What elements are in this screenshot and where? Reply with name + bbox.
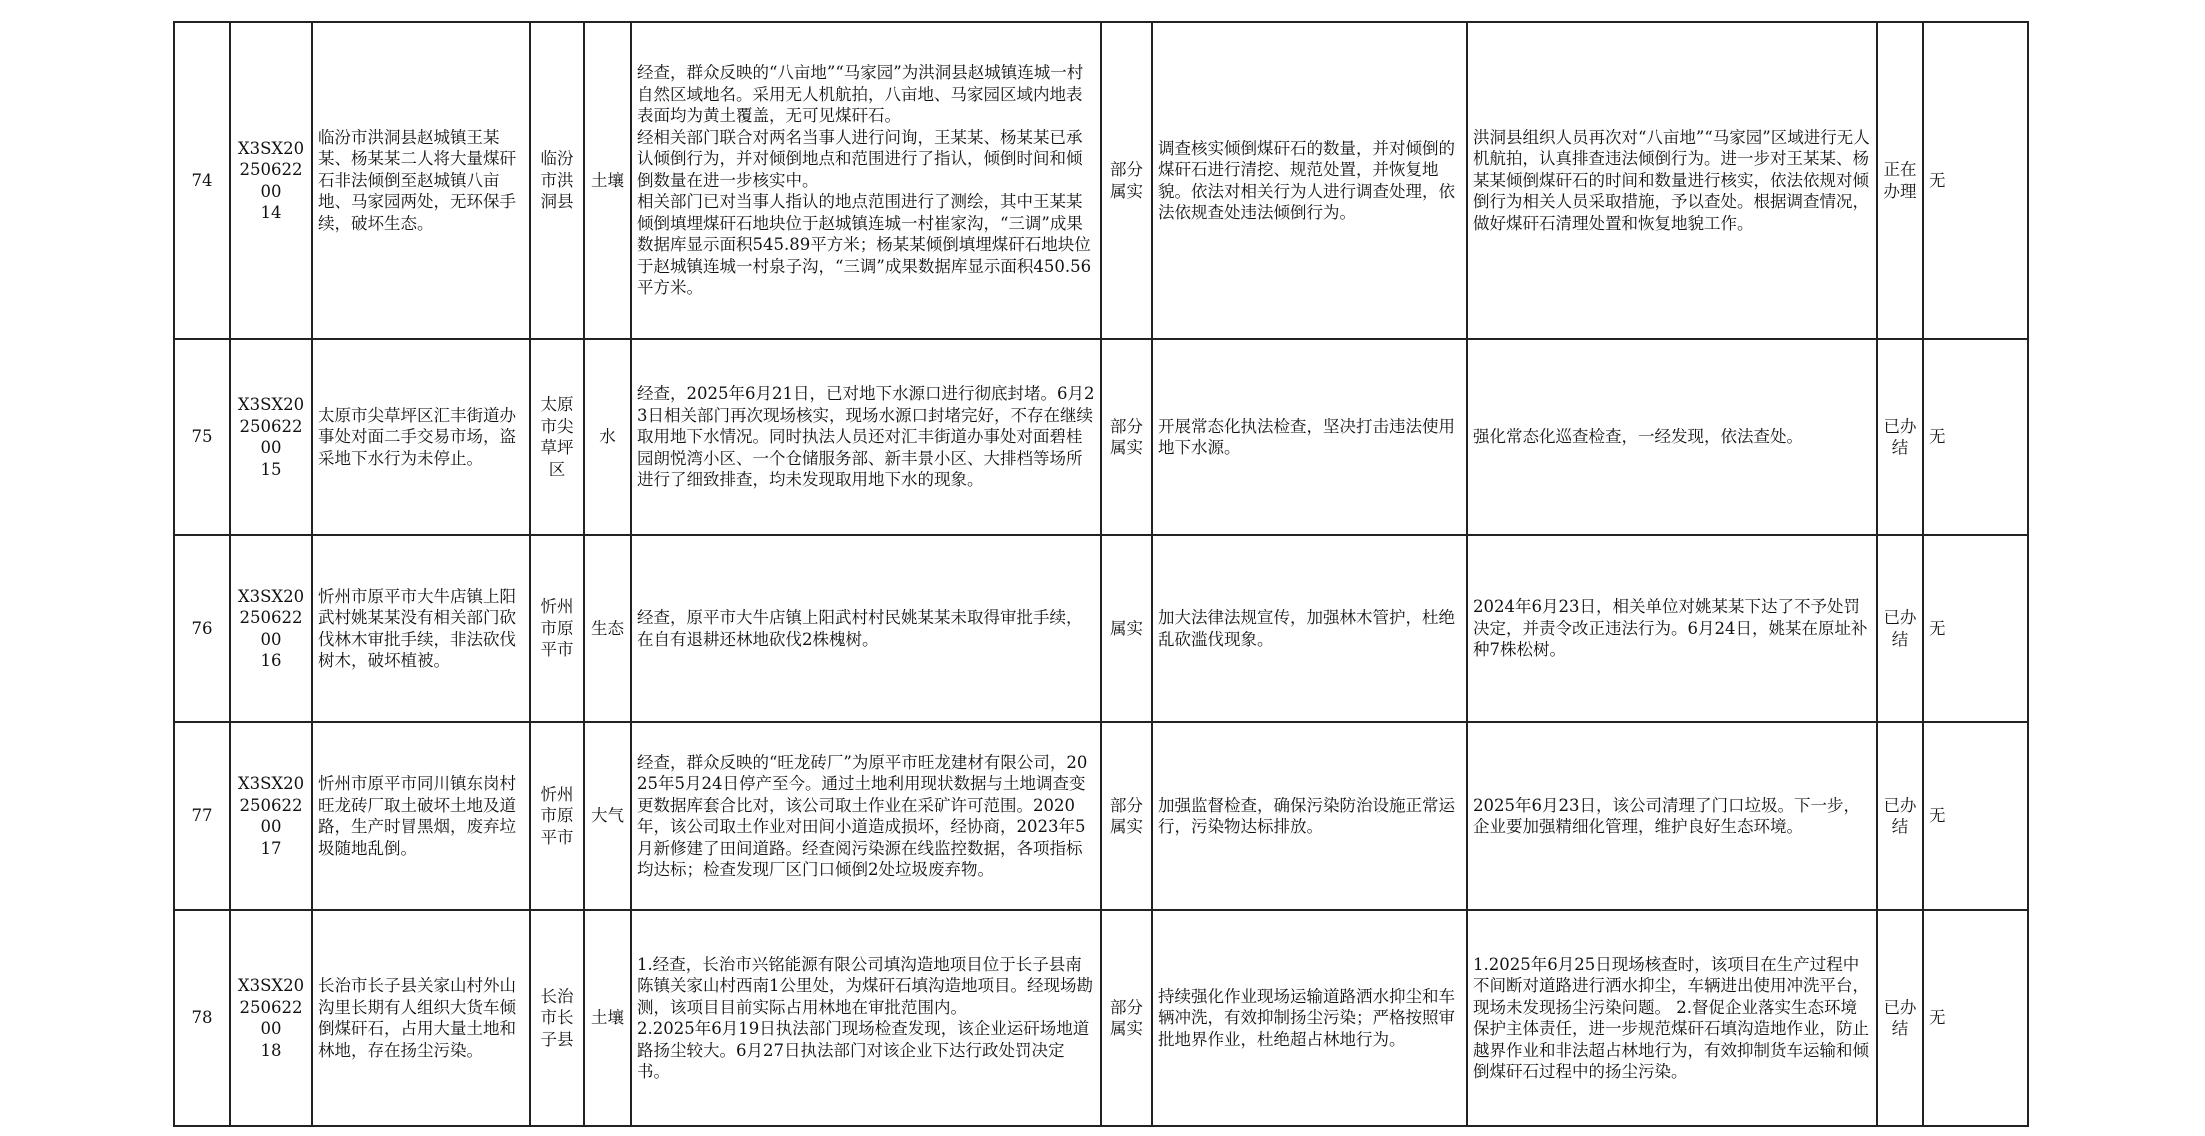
investigation-findings: 1.经查，长治市兴铭能源有限公司填沟造地项目位于长子县南陈镇关家山村西南1公里处，为煤矸石填沟造地项目。经现场勘测，该项目目前实际占用林地在审批范围内。 2.2025年6月19日执法部门现场检查发现，该企业运矸场地道路扬尘较大。6月27日执法部门对该企业下达行政处罚决定书。 [631,910,1101,1126]
pollution-type: 土壤 [584,22,631,339]
administrative-area: 忻州市原平市 [530,722,584,910]
complaint-table [173,21,2029,1127]
pollution-type: 水 [584,339,631,535]
row-number: 78 [174,910,230,1126]
accountability: 无 [1923,22,2028,339]
case-code: X3SX2025062200 18 [230,910,312,1126]
table-row [174,722,2028,910]
pollution-type: 土壤 [584,910,631,1126]
pollution-type: 大气 [584,722,631,910]
rectification-progress: 1.2025年6月25日现场核查时，该项目在生产过程中不间断对道路进行洒水抑尘，车辆进出使用冲洗平台，现场未发现扬尘污染问题。 2.督促企业落实生态环境保护主体责任，进一步规范煤矸石填沟造地作业，防止越界作业和非法超占林地行为，有效抑制货车运输和倾倒煤矸石过程中的扬尘污染。 [1467,910,1877,1126]
table-row [174,22,2028,339]
investigation-findings: 经查，群众反映的“旺龙砖厂”为原平市旺龙建材有限公司，2025年5月24日停产至今。通过土地利用现状数据与土地调查变更数据库套合比对，该公司取土作业在采矿许可范围。2020年，该公司取土作业对田间小道造成损坏，经协商，2023年5月新修建了田间道路。经查阅污染源在线监控数据，各项指标均达标；检查发现厂区门口倾倒2处垃圾废弃物。 [631,722,1101,910]
verification-result: 部分属实 [1101,22,1152,339]
handling-measures: 加强监督检查，确保污染防治设施正常运行，污染物达标排放。 [1152,722,1467,910]
handling-measures: 开展常态化执法检查，坚决打击违法使用地下水源。 [1152,339,1467,535]
accountability: 无 [1923,910,2028,1126]
case-status: 已办结 [1877,722,1923,910]
verification-result: 部分属实 [1101,722,1152,910]
case-code: X3SX2025062200 16 [230,535,312,722]
investigation-findings: 经查，2025年6月21日，已对地下水源口进行彻底封堵。6月23日相关部门再次现场核实，现场水源口封堵完好，不存在继续取用地下水情况。同时执法人员还对汇丰街道办事处对面碧桂园朗悦湾小区、一个仓储服务部、新丰景小区、大排档等场所进行了细致排查，均未发现取用地下水的现象。 [631,339,1101,535]
handling-measures: 加大法律法规宣传，加强林木管护，杜绝乱砍滥伐现象。 [1152,535,1467,722]
table-row [174,535,2028,722]
case-code: X3SX2025062200 15 [230,339,312,535]
administrative-area: 忻州市原平市 [530,535,584,722]
administrative-area: 长治市长子县 [530,910,584,1126]
verification-result: 部分属实 [1101,339,1152,535]
verification-result: 部分属实 [1101,910,1152,1126]
row-number: 77 [174,722,230,910]
verification-result: 属实 [1101,535,1152,722]
accountability: 无 [1923,535,2028,722]
case-status: 正在办理 [1877,22,1923,339]
issue-description: 忻州市原平市大牛店镇上阳武村姚某某没有相关部门砍伐林木审批手续，非法砍伐树木，破坏植被。 [312,535,530,722]
row-number: 75 [174,339,230,535]
handling-measures: 持续强化作业现场运输道路洒水抑尘和车辆冲洗，有效抑制扬尘污染；严格按照审批地界作业，杜绝超占林地行为。 [1152,910,1467,1126]
issue-description: 长治市长子县关家山村外山沟里长期有人组织大货车倾倒煤矸石，占用大量土地和林地，存在扬尘污染。 [312,910,530,1126]
issue-description: 太原市尖草坪区汇丰街道办事处对面二手交易市场，盗采地下水行为未停止。 [312,339,530,535]
rectification-progress: 强化常态化巡查检查，一经发现，依法查处。 [1467,339,1877,535]
case-code: X3SX2025062200 14 [230,22,312,339]
issue-description: 忻州市原平市同川镇东岗村旺龙砖厂取土破坏土地及道路，生产时冒黑烟，废弃垃圾随地乱倒。 [312,722,530,910]
case-status: 已办结 [1877,910,1923,1126]
case-code: X3SX2025062200 17 [230,722,312,910]
investigation-findings: 经查，原平市大牛店镇上阳武村村民姚某某未取得审批手续，在自有退耕还林地砍伐2株槐树。 [631,535,1101,722]
case-status: 已办结 [1877,535,1923,722]
rectification-progress: 2025年6月23日，该公司清理了门口垃圾。下一步，企业要加强精细化管理，维护良好生态环境。 [1467,722,1877,910]
rectification-progress: 2024年6月23日，相关单位对姚某某下达了不予处罚决定，并责令改正违法行为。6月24日，姚某在原址补种7株松树。 [1467,535,1877,722]
row-number: 76 [174,535,230,722]
administrative-area: 太原市尖草坪区 [530,339,584,535]
handling-measures: 调查核实倾倒煤矸石的数量，并对倾倒的煤矸石进行清挖、规范处置，并恢复地貌。依法对相关行为人进行调查处理，依法依规查处违法倾倒行为。 [1152,22,1467,339]
issue-description: 临汾市洪洞县赵城镇王某某、杨某某二人将大量煤矸石非法倾倒至赵城镇八亩地、马家园两处，无环保手续，破坏生态。 [312,22,530,339]
table-row [174,910,2028,1126]
row-number: 74 [174,22,230,339]
rectification-progress: 洪洞县组织人员再次对“八亩地”“马家园”区域进行无人机航拍，认真排查违法倾倒行为。进一步对王某某、杨某某倾倒煤矸石的时间和数量进行核实，依法依规对倾倒行为相关人员采取措施，予以查处。根据调查情况，做好煤矸石清理处置和恢复地貌工作。 [1467,22,1877,339]
pollution-type: 生态 [584,535,631,722]
case-status: 已办结 [1877,339,1923,535]
table-row [174,339,2028,535]
accountability: 无 [1923,339,2028,535]
accountability: 无 [1923,722,2028,910]
investigation-findings: 经查，群众反映的“八亩地”“马家园”为洪洞县赵城镇连城一村自然区域地名。采用无人机航拍，八亩地、马家园区域内地表表面均为黄土覆盖，无可见煤矸石。 经相关部门联合对两名当事人进行问询，王某某、杨某某已承认倾倒行为，并对倾倒地点和范围进行了指认，倾倒时间和倾倒数量在进一步核实中。 相关部门已对当事人指认的地点范围进行了测绘，其中王某某倾倒填埋煤矸石地块位于赵城镇连城一村崔家沟，“三调”成果数据库显示面积545.89平方米；杨某某倾倒填埋煤矸石地块位于赵城镇连城一村泉子沟，“三调”成果数据库显示面积450.56平方米。 [631,22,1101,339]
administrative-area: 临汾市洪洞县 [530,22,584,339]
